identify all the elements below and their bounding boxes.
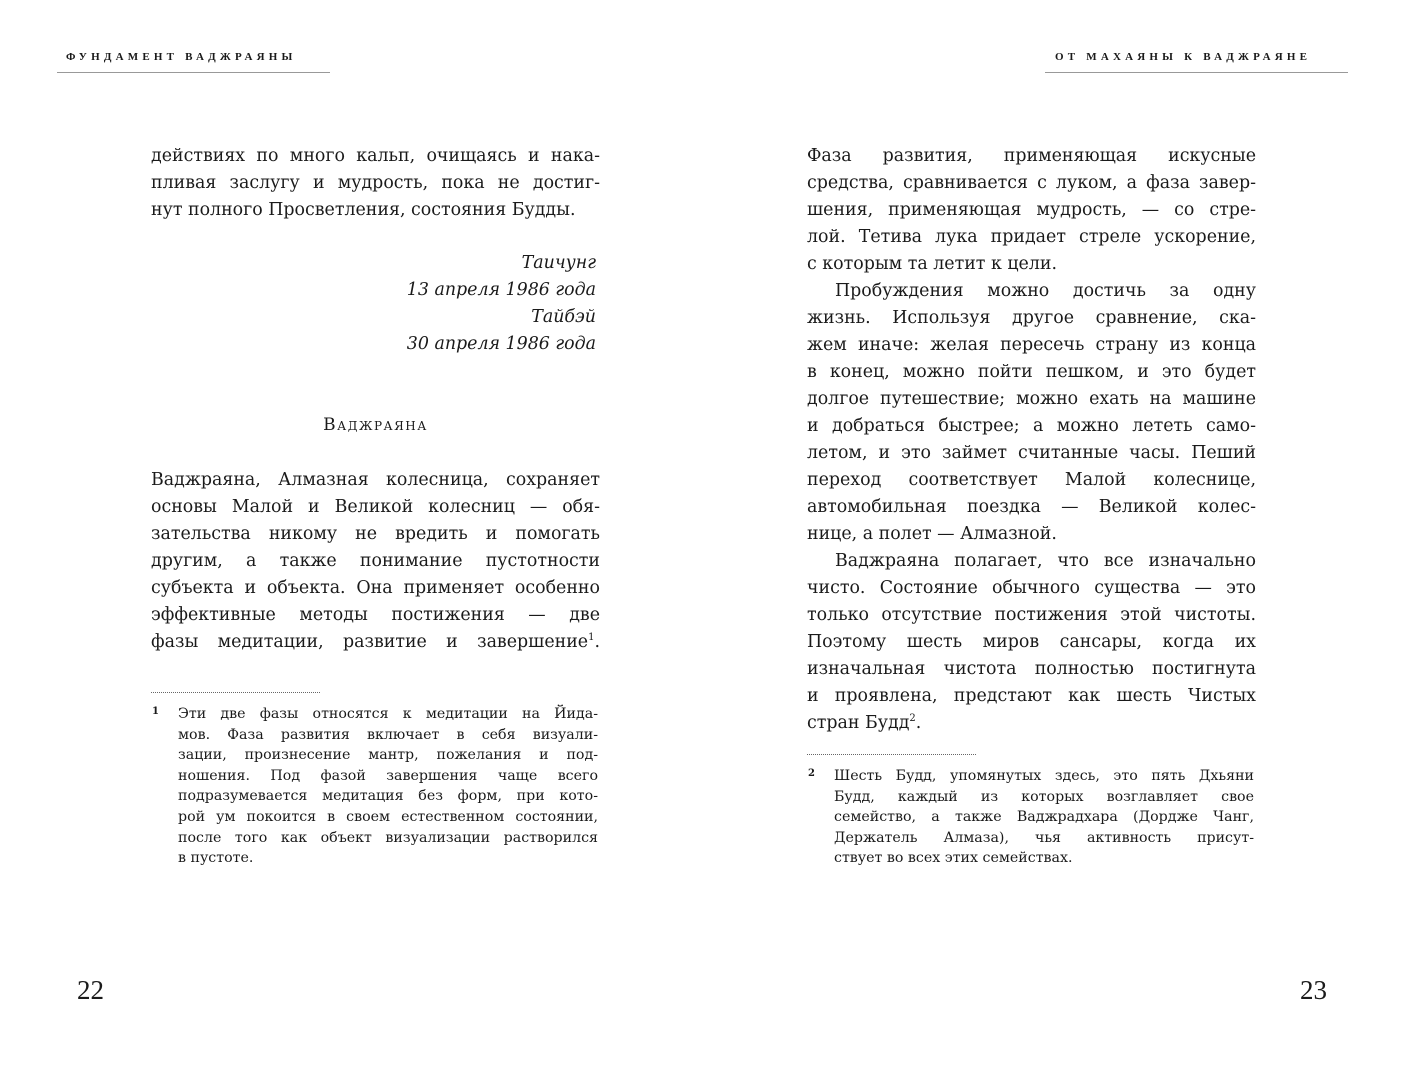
- line-text: только отсутствие постижения этой чистоты.: [807, 605, 1256, 625]
- line-text: и проявлена, предстают как шесть Чистых: [807, 686, 1256, 706]
- line-text: основы Малой и Великой колесниц — обя-: [151, 497, 600, 517]
- line-text: зации, произнесение мантр, пожелания и под-: [178, 747, 598, 764]
- line-text: после того как объект визуализации растворился: [178, 829, 598, 846]
- text-line: [807, 629, 1256, 656]
- line-text: субъекта и объекта. Она применяет особенно: [151, 578, 600, 598]
- line-text: другим, а также понимание пустотности: [151, 551, 600, 571]
- line-text: Тайбэй: [531, 307, 596, 327]
- left-text-column: [151, 143, 600, 656]
- text-line: [151, 521, 600, 548]
- line-text: Пробуждения можно достичь за одну: [835, 281, 1256, 301]
- page-number-right: 23: [1300, 975, 1327, 1005]
- left-running-head: ФУНДАМЕНТ ВАДЖРАЯНЫ: [66, 51, 297, 63]
- line-text: действиях по много кальп, очищаясь и нака-: [151, 146, 600, 166]
- text-line: [807, 656, 1256, 683]
- text-line: [807, 575, 1256, 602]
- text-line: [151, 170, 600, 197]
- text-line: [807, 521, 1256, 548]
- right-text-column: [807, 143, 1256, 737]
- footnote-line: [178, 786, 598, 807]
- line-text: ствует во всех этих семействах.: [834, 850, 1073, 867]
- line-text: средства, сравнивается с луком, а фаза завер-: [807, 173, 1256, 193]
- text-line: [807, 602, 1256, 629]
- line-text: нице, а полет — Алмазной.: [807, 524, 1057, 544]
- intro-paragraph: [151, 143, 600, 224]
- text-line: [807, 332, 1256, 359]
- line-text: 30 апреля 1986 года: [406, 334, 596, 354]
- footnote-line: [178, 848, 598, 869]
- text-line: [807, 251, 1256, 278]
- body-paragraph: [151, 467, 600, 656]
- line-text: фазы медитации, развитие и завершение: [151, 632, 589, 652]
- line-text: 1: [588, 632, 595, 643]
- punctuation: [594, 632, 600, 652]
- line-text: 13 апреля 1986 года: [406, 280, 596, 300]
- footnote-line: [178, 766, 598, 787]
- line-text: долгое путешествие; можно ехать на машине: [807, 389, 1256, 409]
- footnote-separator: [807, 754, 976, 755]
- line-text: Эти две фазы относятся к медитации на Йида-: [178, 706, 598, 722]
- line-text: автомобильная поездка — Великой колес-: [807, 497, 1256, 517]
- line-text: Держатель Алмаза), чья активность присут-: [834, 829, 1254, 846]
- text-line: [807, 359, 1256, 386]
- line-text: жем иначе: желая пересечь страну из конца: [807, 335, 1256, 355]
- right-head-rule: [1045, 72, 1348, 73]
- body-paragraph: [807, 143, 1256, 278]
- text-line: [807, 197, 1256, 224]
- line-text: Фаза развития, применяющая искусные: [807, 146, 1256, 166]
- line-text: .: [594, 632, 600, 652]
- footnote-line: [178, 807, 598, 828]
- text-line: [807, 170, 1256, 197]
- text-line: [807, 548, 1256, 575]
- line-text: жизнь. Используя другое сравнение, ска-: [807, 308, 1256, 328]
- text-line: [151, 602, 600, 629]
- footnote-line: [178, 704, 598, 725]
- signature-line: [151, 304, 600, 331]
- footnote-marker: 1: [152, 706, 159, 717]
- text-line: [151, 494, 600, 521]
- line-text: ношения. Под фазой завершения чаще всего: [178, 767, 598, 784]
- text-line: [807, 710, 1256, 737]
- left-head-rule: [57, 72, 330, 73]
- signature-line: [151, 277, 600, 304]
- line-text: .: [915, 713, 922, 733]
- footnote-line: [178, 725, 598, 746]
- right-running-head: ОТ МАХАЯНЫ К ВАДЖРАЯНЕ: [1055, 51, 1312, 63]
- text-line: [807, 440, 1256, 467]
- text-line: [151, 629, 600, 656]
- signature-line: [151, 250, 600, 277]
- line-text: мов. Фаза развития включает в себя визуали-: [178, 726, 598, 743]
- line-text: шения, применяющая мудрость, — со стре-: [807, 200, 1256, 220]
- line-text: подразумевается медитация без форм, при кото-: [178, 788, 598, 805]
- signature-line: [151, 331, 600, 358]
- text-line: [807, 494, 1256, 521]
- text-line: [807, 386, 1256, 413]
- text-line: [807, 224, 1256, 251]
- line-text: переход соответствует Малой колеснице,: [807, 470, 1256, 490]
- footnote-line: [834, 766, 1254, 787]
- section-heading: Ваджраяна: [323, 415, 428, 435]
- line-text: летом, и это займет считанные часы. Пеший: [807, 443, 1256, 463]
- text-line: [807, 143, 1256, 170]
- text-line: [151, 575, 600, 602]
- line-text: Ваджраяна полагает, что все изначально: [835, 551, 1256, 571]
- text-line: [807, 278, 1256, 305]
- line-text: рой ум покоится в своем естественном состоянии,: [178, 808, 598, 825]
- footnote-line: [178, 745, 598, 766]
- line-text: Поэтому шесть миров сансары, когда их: [807, 632, 1256, 652]
- footnote-line: [834, 848, 1254, 869]
- page-number-left: 22: [77, 975, 104, 1005]
- footnote-separator: [151, 692, 320, 693]
- line-text: зательства никому не вредить и помогать: [151, 524, 600, 544]
- body-paragraph: [807, 548, 1256, 737]
- text-line: [807, 467, 1256, 494]
- text-line: [807, 683, 1256, 710]
- text-line: [807, 413, 1256, 440]
- line-text: чисто. Состояние обычного существа — это: [807, 578, 1256, 598]
- text-line: [151, 548, 600, 575]
- text-line: [807, 305, 1256, 332]
- line-text: и добраться быстрее; а можно лететь само-: [807, 416, 1256, 436]
- footnote-marker: 2: [808, 768, 815, 779]
- line-text: в пустоте.: [178, 850, 254, 867]
- line-text: семейство, а также Ваджрадхара (Дордже Чанг,: [834, 809, 1254, 826]
- text-line: [151, 197, 600, 224]
- line-text: Будд, каждый из которых возглавляет свое: [834, 788, 1254, 805]
- punctuation: [916, 713, 922, 733]
- text-line: [151, 467, 600, 494]
- text-line: [151, 143, 600, 170]
- footnote-line: [834, 787, 1254, 808]
- footnote: [834, 766, 1254, 869]
- line-text: лой. Тетива лука придает стреле ускорение,: [807, 227, 1256, 247]
- line-text: пливая заслугу и мудрость, пока не достиг-: [151, 173, 600, 193]
- footnote: [178, 704, 598, 869]
- body-paragraph: [807, 278, 1256, 548]
- line-text: изначальная чистота полностью постигнута: [807, 659, 1256, 679]
- line-text: нут полного Просветления, состояния Будды.: [151, 200, 576, 220]
- signature-block: [151, 250, 600, 358]
- line-text: Ваджраяна, Алмазная колесница, сохраняет: [151, 470, 600, 490]
- line-text: с которым та летит к цели.: [807, 254, 1057, 274]
- footnote-line: [834, 828, 1254, 849]
- line-text: стран Будд: [807, 713, 910, 733]
- footnote-line: [834, 807, 1254, 828]
- line-text: эффективные методы постижения — две: [151, 605, 600, 625]
- line-text: в конец, можно пойти пешком, и это будет: [807, 362, 1256, 382]
- line-text: Таичунг: [521, 253, 596, 273]
- line-text: Шесть Будд, упомянутых здесь, это пять Дхьяни: [834, 768, 1254, 784]
- footnote-line: [178, 828, 598, 849]
- line-text: 2: [909, 713, 916, 724]
